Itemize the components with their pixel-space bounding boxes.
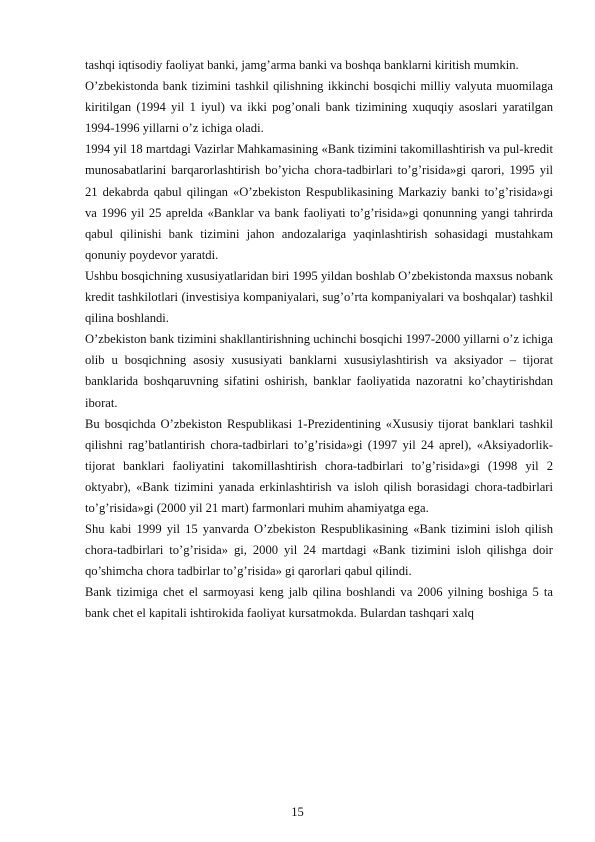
paragraph-1: tashqi iqtisodiy faoliyat banki, jamg’arma banki va boshqa banklarni kiritish mumkin. [85,58,519,72]
paragraph-3: 1994 yil 18 martdagi Vazirlar Mahkamasining «Bank tizimini takomillashtirish va pul-kredit munosabatlarini barqarorlashtirish bo’yicha chora-tadbirlari to’g’risida»gi qarori, 1995 yil 21 dekabrda qabul qilingan «O’zbekiston Respublikasining Markaziy banki to’g’risida»gi va 1996 yil 25 aprelda «Banklar va bank faoliyati to’g’risida»gi qonunning yangi tahrirda qabul qilinishi bank tizimini jahon andozalariga yaqinlashtirish sohasidagi mustahkam qonuniy poydevor yaratdi. [85,142,553,262]
paragraph-8: Bank tizimiga chet el sarmoyasi keng jalb qilina boshlandi va 2006 yilning boshiga 5 ta bank chet el kapitali ishtirokida faoliyat kursatmokda. Bulardan tashqari xalq [85,585,553,621]
page-number: 15 [291,805,304,819]
document-body [85,55,553,625]
paragraph-5: O’zbekiston bank tizimini shakllantirishning uchinchi bosqichi 1997-2000 yillarni o’z ichiga olib u bosqichning asosiy xususiyati banklarni xususiylashtirish va aksiyador – tijorat banklarida boshqaruvning sifatini oshirish, banklar faoliyatida nazoratni ko’chaytirishdan iborat. [85,332,553,410]
paragraph-7: Shu kabi 1999 yil 15 yanvarda O’zbekiston Respublikasining «Bank tizimini isloh qilish chora-tadbirlari to’g’risida» gi, 2000 yil 24 martdagi «Bank tizimini isloh qilishga doir qo’shimcha chora tadbirlar to’g’risida» gi qarorlari qabul qilindi. [85,522,553,579]
paragraph-4: Ushbu bosqichning xususiyatlaridan biri 1995 yildan boshlab O’zbekistonda maxsus nobank kredit tashkilotlari (investisiya kompaniyalari, sug’o’rta kompaniyalari va boshqalar) tashkil qilina boshlandi. [85,268,553,326]
paragraph-2: O’zbekistonda bank tizimini tashkil qilishning ikkinchi bosqichi milliy valyuta muomilaga kiritilgan (1994 yil 1 iyul) va ikki pog’onali bank tizimining xuquqiy asoslari yaratilgan 1994-1996 yillarni o’z ichiga oladi. [85,79,553,136]
paragraph-6: Bu bosqichda O’zbekiston Respublikasi 1-Prezidentining «Xususiy tijorat banklari tashkil qilishni rag’batlantirish chora-tadbirlari to’g’risida»gi (1997 yil 24 aprel), «Aksiyadorlik-tijorat banklari faoliyatini takomillashtirish chora-tadbirlari to’g’risida»gi (1998 yil 2 oktyabr), «Bank tizimini yanada erkinlashtirish va isloh qilish borasidagi chora-tadbirlari to’g’risida»gi (2000 yil 21 mart) farmonlari muhim ahamiyatga ega. [85,416,553,515]
